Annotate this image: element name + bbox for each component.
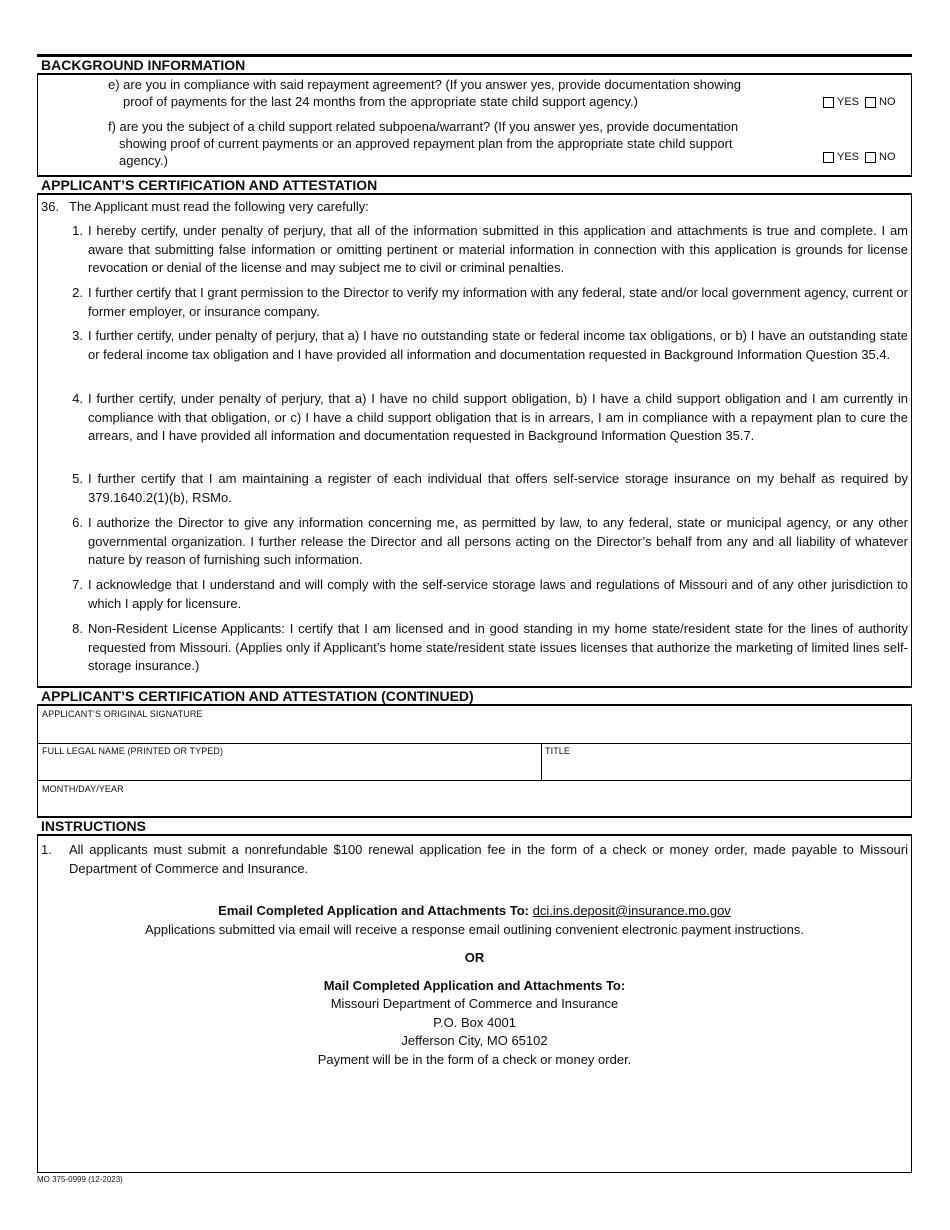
question-f-line1: f) are you the subject of a child support related subpoena/warrant? (If you answer yes, provide documentation — [108, 119, 739, 134]
instructions-heading: INSTRUCTIONS — [37, 816, 912, 836]
item-text: I further certify that I grant permission to the Director to verify my information with any federal, state and/or local government agency, current or former employer, or insurance company. — [88, 285, 908, 319]
item-text: I authorize the Director to give any information concerning me, as permitted by law, to any federal, state or municipal agency, or any other governmental organization. I further release the Director and all persons acting on the Director’s behalf from any and all liability of whatever nature by reason of furnishing such information. — [88, 515, 908, 567]
certification-item-6 — [69, 514, 908, 570]
background-heading: BACKGROUND INFORMATION — [37, 55, 912, 75]
certification-heading: APPLICANT’S CERTIFICATION AND ATTESTATION — [37, 175, 912, 195]
yes-label: YES — [837, 151, 860, 163]
item-text: I acknowledge that I understand and will comply with the self-service storage laws and regulations of Missouri and of any other jurisdiction to which I apply for licensure. — [88, 577, 908, 611]
full-name-label: FULL LEGAL NAME (PRINTED OR TYPED) — [42, 746, 224, 756]
yes-label: YES — [837, 96, 860, 108]
title-label: TITLE — [545, 746, 571, 756]
item-text: I further certify that I am maintaining a register of each individual that offers self-service storage insurance on my behalf as required by 379.1640.2(1)(b), RSMo. — [88, 471, 908, 505]
item-number: 1. — [72, 223, 83, 238]
certification-item-3 — [69, 327, 908, 383]
signature-label: APPLICANT’S ORIGINAL SIGNATURE — [42, 709, 203, 719]
certification-item-1 — [69, 222, 908, 278]
item-number: 6. — [72, 515, 83, 530]
form-number: MO 375-0999 (12-2023) — [37, 1175, 123, 1184]
item-text: I hereby certify, under penalty of perjury, that all of the information submitted in this application and attachments is true and complete. I am aware that submitting false information or omitting pertinent or material information in connection with this application is grounds for license revocation or denial of the license and may subject me to civil or criminal penalties. — [88, 223, 908, 275]
certification-item-2 — [69, 284, 908, 322]
full-name-field[interactable] — [38, 744, 540, 780]
question-f — [108, 118, 805, 169]
question-e — [108, 76, 808, 110]
mail-address-line: Missouri Department of Commerce and Insurance — [330, 996, 619, 1011]
item-number: 2. — [72, 285, 83, 300]
no-label: NO — [879, 96, 896, 108]
item-text: All applicants must submit a nonrefundable $100 renewal application fee in the form of a check or money order, made payable to Missouri Department of Commerce and Insurance. — [69, 842, 908, 876]
item-text: I further certify, under penalty of perjury, that a) I have no child support obligation, b) I have a child support obligation and I am currently in compliance with that obligation, or c) I have a child support obligation that is in arrears, I am in compliance with a repayment plan to cure the arrears, and I have provided all information and documentation requested in Background Information Question 35.7. — [88, 391, 908, 443]
certification-item-7 — [69, 576, 908, 614]
title-field[interactable] — [542, 744, 911, 780]
signature-field[interactable] — [38, 706, 911, 743]
mail-address-line: P.O. Box 4001 — [433, 1015, 516, 1030]
signature-heading: APPLICANT’S CERTIFICATION AND ATTESTATION (CONTINUED) — [37, 686, 912, 706]
date-field[interactable] — [38, 781, 911, 816]
yes-checkbox[interactable] — [823, 97, 834, 108]
item-number: 8. — [72, 621, 83, 636]
item-text: I further certify, under penalty of perjury, that a) I have no outstanding state or federal income tax obligations, or b) I have an outstanding state or federal income tax obligation and I have provided all information and documentation requested in Background Information Question 35.4. — [88, 328, 908, 362]
item-number: 3. — [72, 328, 83, 343]
date-label: MONTH/DAY/YEAR — [42, 784, 124, 794]
item-number: 7. — [72, 577, 83, 592]
item-text: Non-Resident License Applicants: I certify that I am licensed and in good standing in my home state/resident state for the lines of authority requested from Missouri. (Applies only if Applicant’s home state/resident state issues licenses that authorize the marketing of limited lines self-storage insurance.) — [88, 621, 908, 673]
certification-item-4 — [69, 390, 908, 465]
mail-label: Mail Completed Application and Attachments To: — [323, 978, 626, 993]
no-label: NO — [879, 151, 896, 163]
item-number: 1. — [41, 842, 52, 857]
no-checkbox[interactable] — [865, 152, 876, 163]
item-number: 4. — [72, 391, 83, 406]
question-e-line1: e) are you in compliance with said repayment agreement? (If you answer yes, provide documentation showing — [108, 77, 742, 92]
mail-address-line: Jefferson City, MO 65102 — [401, 1033, 548, 1048]
no-checkbox[interactable] — [865, 97, 876, 108]
question-f-answer — [823, 151, 902, 163]
certification-item-8 — [69, 620, 908, 676]
question-e-line2: proof of payments for the last 24 months from the appropriate state child support agency.) — [123, 94, 638, 109]
question-f-line3: agency.) — [119, 153, 168, 168]
email-label: Email Completed Application and Attachments To: — [218, 903, 529, 918]
or-separator: OR — [464, 950, 485, 965]
question-e-answer — [823, 96, 902, 108]
email-link[interactable]: dci.ins.deposit@insurance.mo.gov — [532, 903, 731, 918]
email-line — [37, 902, 912, 921]
intro-number: 36. — [41, 199, 60, 214]
certification-item-5 — [69, 470, 908, 508]
intro-text: The Applicant must read the following very carefully: — [69, 199, 369, 214]
payment-note: Payment will be in the form of a check or money order. — [317, 1052, 632, 1067]
email-note: Applications submitted via email will receive a response email outlining convenient electronic payment instructions. — [145, 922, 804, 937]
yes-checkbox[interactable] — [823, 152, 834, 163]
instruction-item-1 — [41, 841, 908, 879]
item-number: 5. — [72, 471, 83, 486]
question-f-line2: showing proof of current payments or an approved repayment plan from the appropriate state child support — [119, 136, 733, 151]
